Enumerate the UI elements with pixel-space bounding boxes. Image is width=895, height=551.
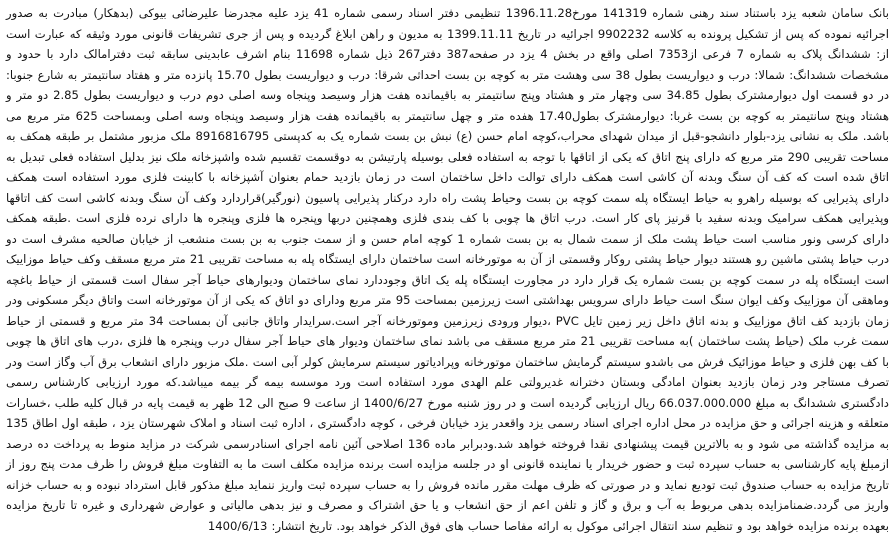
- publish-date: 1400/6/13: [207, 518, 268, 533]
- notice-body: بانک سامان شعبه یزد باستناد سند رهنی شماره 141319 مورخ1396.11.28 تنظیمی دفتر اسناد رسمی شماره 41 یزد علیه مجدرضا علیرضائی بیوکی (بدهکار) مبادرت به صدور اجرائیه نموده که پس از تشکیل پرونده به کلاسه 9902232 اجرائیه در تاریخ 1399.11.11 به مدیون و راهن ابلاغ گردیده و پس از جری تشریفات قانونی مورد وثیقه که عبارت است از: ششدانگ پلاک به شماره 7 فرعی از7353 اصلی واقع در بخش 4 یزد در صفحه387 دفتر267 ذیل شماره 11698 بنام اشرف عابدینی سابقه ثبت دفترامالک دارد با حدود و مشخصات ششدانگ: شمالا: درب و دیواریست بطول 38 سی وهشت متر به کوچه بن بست احداثی شرقا: درب و دیواریست بطول 15.70 پانزده متر و هفتاد سانتیمتر به شارع جنوبا: در دو قسمت اول دیوارمشترک بطول 34.85 سی وچهار متر و هشتاد وپنج سانتیمتر به باقیمانده هفت هزار وسیصد وپنجاه وسه اصلی دوم درب و دیواریست بطول 2.85 دو متر و هشتاد وپنج سانتیمتر به کوچه بن بست غربا: دیوارمشترک بطول17.40 هفده متر و چهل سانتیمتر به باقیمانده هفت هزار وسیصد وپنجاه وسه اصلی وبمساحت 625 متر مربع می باشد. ملک به نشانی یزد-بلوار دانشجو-قبل از میدان شهدای محراب،کوچه امام حسن (ع) نبش بن بست شماره یک به کدپستی 8916816795 ملک مزبور مشتمل بر طبقه همکف به مساحت تقریبی 290 متر مربع که دارای پنج اتاق که یکی از اتاقها با توجه به استفاده فعلی بوسیله پارتیشن به دوقسمت تقسیم شده واشپزخانه ملک نیز بدلیل استفاده فعلی تبدیل به اتاق شده است که کف آن سنگ وبدنه آن کاشی است همکف دارای توالت داخل ساختمان است در زمان بازدید حمام بعنوان آشپزخانه با کابینت فلزی مورد استفاده است همکف دارای پذیرایی که بوسیله راهرو به حیاط ایستگاه پله سمت کوچه بن بست وحیاط پشت راه دارد درکنار پذیرایی پاسیون (نورگیر)قراردارد وکف آن سنگ وبدنه کاشی است کف اتاقها وپذیرایی همکف سرامیک وبدنه سفید با قرنیز پای کار است. درب اتاق ها چوبی با کف بندی فلزی وهمچنین دربها وپنجره ها فلزی وپنجره ها دارای نرده فلزی است .طبقه همکف دارای کرسی ونور مناسب است حیاط پشت ملک از سمت شمال به بن بست شماره 1 کوچه امام حسن و از سمت جنوب به بن بست منشعب از خیابان صالحیه مشرف است دو درب حیاط پشتی ماشین رو هستند دیوار حیاط پشتی روکار وقسمتی از آن به موتورخانه است ساختمان دارای ایستگاه پله به مساحت تقریبی 21 متر مربع مسقف وکف حیاط موزاییک است ایستگاه پله در سمت کوچه بن بست شماره یک قرار دارد در مجاورت ایستگاه پله یک اتاق وجوددارد نمای ساختمان ودیوارهای حیاط آجر سفال است قسمتی از حیاط باغچه وماهقی آن موزاییک وکف ایوان سنگ است حیاط دارای سرویس بهداشتی است زیرزمین بمساحت 95 متر مربع ودارای دو اتاق که یکی از آن موتورخانه است واتاق دیگر مسکونی ودر زمان بازدید کف اتاق موزاییک و بدنه اتاق داخل زیر زمین تایل PVC ،دیوار ورودی زیرزمین وموتورخانه آجر است.سرایدار واتاق جانبی آن بمساحت 34 متر مربع و قسمتی از حیاط سمت غرب ملک (حیاط پشت ساختمان )به مساحت تقریبی 21 متر مربع مسقف می باشد نمای ساختمان ودیوار های حیاط آجر سفال درب وپنجره ها فلزی ،درب های اتاق ها چوبی با کف بهن فلزی و حیاط موزائیک فرش می باشدو سیستم گرمایش ساختمان موتورخانه وپرادیاتور سیستم سرمایش کولر آبی است .ملک مزبور دارای انشعاب برق آب وگاز است ودر تصرف مستاجر ودر زمان بازدید بعنوان امادگی وبستان دخترانه غدیرولتی علم الهدی مورد استفاده است ورد موسسه بیمه گر بیمه میباشد.که مورد ارزیابی کارشناس رسمی دادگستری ششدانگ به مبلغ 66.037.000.000 ریال ارزیابی گردیده است و در روز شنبه مورخ 1400/6/27 از ساعت 9 صبح الی 12 ظهر به قیمت پایه در قبال کلیه طلب ،خسارات متعلقه و هزینه اجرائی و حق مزایده در محل اداره اجرای اسناد رسمی یزد واقعدر یزد خیابان فرخی ، کوچه دادگستری ، اداره ثبت اسناد و املاک شهرستان یزد ، طبقه اول اطاق 135 به مزایده گذاشته می شود و به بالاترین قیمت پیشنهادی نقدا فروخته خواهد شد.ودبرابر ماده 136 اصلاحی آئین نامه اجرای اسنادرسمی شرکت در مزاید منوط به پرداخت ده درصد ازمبلغ پایه کارشناسی به حساب سپرده ثبت و حضور خریدار یا نماینده قانونی او در جلسه مزایده است برنده مزایده مکلف است ما به التفاوت مبلغ فروش را ظرف مدت پنج روز از تاریخ مزایده به حساب صندوق ثبت تودیع نماید و در صورتی که ظرف مهلت مقرر مانده فروش را به حساب سپرده ثبت واریز ننماید مبلغ مذکور قابل استرداد نبوده و به حساب خزانه واریز می گردد.ضمنامزایده بدهی مربوط به آب و برق و گاز و تلفن اعم از حق انشعاب و یا حق اشتراک و مصرف و نیز بدهی مالیاتی و عوارض شهرداری و غیره تا تاریخ مزایده بعهده برنده مزایده خواهد بود و تنظیم سند انتقال اجرائی موکول به ارائه مفاصا حساب های فوق الذکر خواهد بود. تاریخ انتشار:: [6, 6, 889, 533]
- auction-notice-text: [6, 3, 889, 536]
